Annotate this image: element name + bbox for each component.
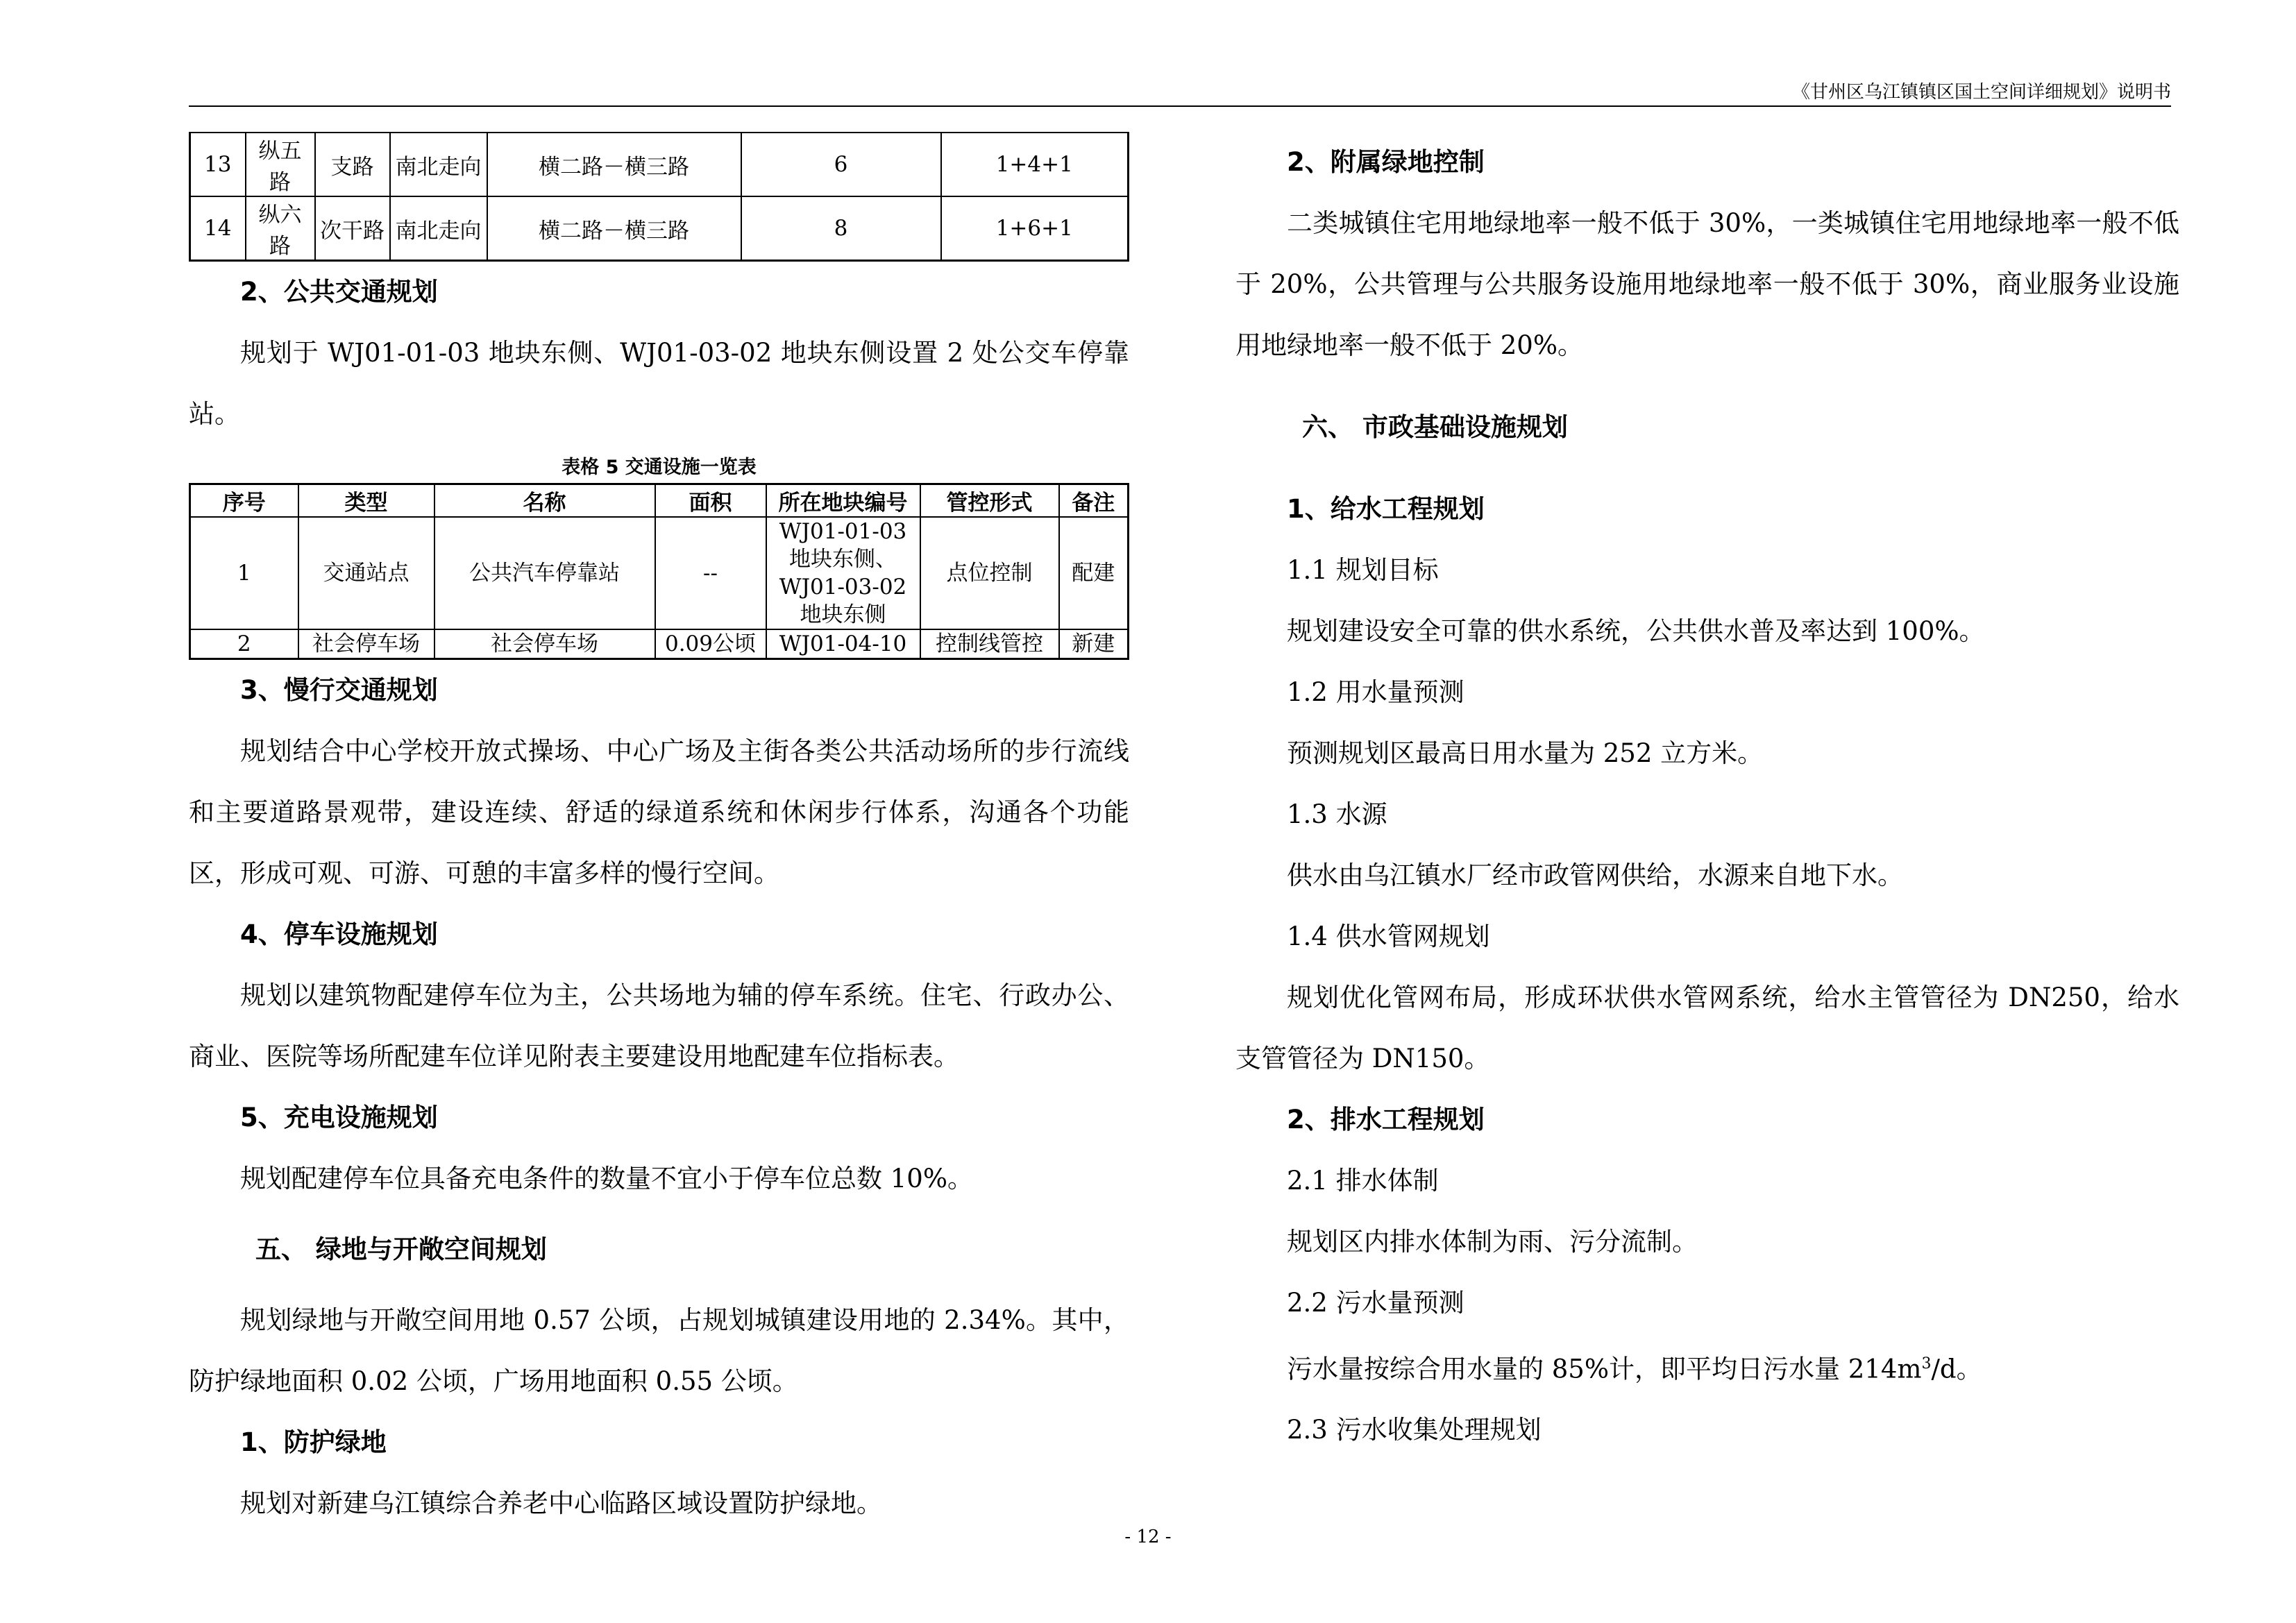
road-cell: 14	[190, 196, 246, 261]
road-cell: 支路	[315, 133, 390, 196]
road-cell: 南北走向	[390, 196, 487, 261]
table-row	[190, 629, 1129, 659]
para-attached-green: 二类城镇住宅用地绿地率一般不低于 30%，一类城镇住宅用地绿地率一般不低于 20%，公共管理与公共服务设施用地绿地率一般不低于 30%，商业服务业设施用地绿地率一般不低于 20%。	[1235, 208, 2179, 360]
column-header: 名称	[434, 484, 655, 518]
table-cell: 配建	[1059, 517, 1129, 629]
section-five-title: 五、 绿地与开敞空间规划	[255, 1234, 547, 1264]
road-cell: 1+4+1	[941, 133, 1129, 196]
road-cell: 横二路－横三路	[487, 196, 741, 261]
para-public-transit: 规划于 WJ01-01-03 地块东侧、WJ01-03-02 地块东侧设置 2 处公交车停靠站。	[189, 338, 1129, 429]
road-cell: 6	[741, 133, 941, 196]
table-cell: 1	[190, 517, 298, 629]
subheading-1-1: 1.1 规划目标	[1287, 555, 1439, 585]
column-header: 类型	[298, 484, 434, 518]
table-cell: WJ01-04-10	[766, 629, 920, 659]
para-1-3: 供水由乌江镇水厂经市政管网供给，水源来自地下水。	[1287, 860, 1903, 890]
column-header: 序号	[190, 484, 298, 518]
subheading-2-3: 2.3 污水收集处理规划	[1287, 1415, 1542, 1445]
heading-slow-traffic: 3、慢行交通规划	[240, 675, 438, 705]
heading-parking: 4、停车设施规划	[240, 919, 438, 949]
table-cell: 控制线管控	[920, 629, 1059, 659]
road-cell: 横二路－横三路	[487, 133, 741, 196]
heading-public-transit: 2、公共交通规划	[240, 277, 438, 307]
table-cell: 社会停车场	[434, 629, 655, 659]
subheading-1-3: 1.3 水源	[1287, 799, 1387, 829]
table-row	[190, 517, 1129, 629]
heading-water-supply: 1、给水工程规划	[1287, 494, 1485, 524]
road-cell: 纵六路	[246, 196, 315, 261]
road-cell: 8	[741, 196, 941, 261]
table-cell: --	[655, 517, 766, 629]
para-2-1: 规划区内排水体制为雨、污分流制。	[1287, 1227, 1698, 1257]
table-header-row	[190, 484, 1129, 518]
page-number: - 12 -	[1124, 1527, 1172, 1547]
para-2-2-unit: /d。	[1931, 1354, 1982, 1384]
left-column	[189, 132, 1129, 1534]
table-cell: 点位控制	[920, 517, 1059, 629]
subheading-2-2: 2.2 污水量预测	[1287, 1288, 1464, 1318]
superscript-3: 3	[1921, 1355, 1932, 1373]
para-green-space: 规划绿地与开敞空间用地 0.57 公顷，占规划城镇建设用地的 2.34%。其中，防护绿地面积 0.02 公顷，广场用地面积 0.55 公顷。	[189, 1305, 1129, 1396]
table-cell: 新建	[1059, 629, 1129, 659]
para-1-1: 规划建设安全可靠的供水系统，公共供水普及率达到 100%。	[1287, 616, 1985, 646]
table-row	[190, 196, 1129, 261]
road-cell: 13	[190, 133, 246, 196]
para-slow-traffic: 规划结合中心学校开放式操场、中心广场及主街各类公共活动场所的步行流线和主要道路景观带，建设连续、舒适的绿道系统和休闲步行体系，沟通各个功能区，形成可观、可游、可憩的丰富多样的慢行空间。	[189, 736, 1129, 888]
column-header: 管控形式	[920, 484, 1059, 518]
para-1-2: 预测规划区最高日用水量为 252 立方米。	[1287, 738, 1764, 768]
para-charging: 规划配建停车位具备充电条件的数量不宜小于停车位总数 10%。	[240, 1164, 973, 1193]
para-protective-green: 规划对新建乌江镇综合养老中心临路区域设置防护绿地。	[240, 1488, 882, 1518]
table-cell: WJ01-01-03地块东侧、WJ01-03-02地块东侧	[766, 517, 920, 629]
column-header: 面积	[655, 484, 766, 518]
table-caption: 表格 5 交通设施一览表	[562, 457, 757, 478]
table-cell: 交通站点	[298, 517, 434, 629]
road-cell: 南北走向	[390, 133, 487, 196]
subheading-1-2: 1.2 用水量预测	[1287, 677, 1464, 707]
right-column	[1235, 132, 2179, 1461]
road-cell: 纵五路	[246, 133, 315, 196]
facility-table	[189, 483, 1129, 660]
road-cell: 1+6+1	[941, 196, 1129, 261]
column-header: 所在地块编号	[766, 484, 920, 518]
heading-drainage: 2、排水工程规划	[1287, 1105, 1485, 1135]
document-header-title: 《甘州区乌江镇镇区国土空间详细规划》说明书	[1791, 82, 2171, 103]
section-six-title: 六、 市政基础设施规划	[1302, 412, 1568, 442]
table-cell: 2	[190, 629, 298, 659]
table-cell: 社会停车场	[298, 629, 434, 659]
road-cell: 次干路	[315, 196, 390, 261]
table-cell: 公共汽车停靠站	[434, 517, 655, 629]
subheading-1-4: 1.4 供水管网规划	[1287, 921, 1490, 951]
heading-charging: 5、充电设施规划	[240, 1103, 438, 1132]
header-rule	[189, 105, 2171, 107]
para-2-2-text: 污水量按综合用水量的 85%计，即平均日污水量 214m	[1287, 1354, 1922, 1384]
heading-protective-green: 1、防护绿地	[240, 1427, 387, 1457]
table-row	[190, 133, 1129, 196]
para-2-2	[1235, 1334, 2179, 1400]
subheading-2-1: 2.1 排水体制	[1287, 1166, 1439, 1196]
road-table	[189, 132, 1129, 262]
para-parking: 规划以建筑物配建停车位为主，公共场地为辅的停车系统。住宅、行政办公、商业、医院等场所配建车位详见附表主要建设用地配建车位指标表。	[189, 980, 1129, 1071]
column-header: 备注	[1059, 484, 1129, 518]
para-1-4: 规划优化管网布局，形成环状供水管网系统，给水主管管径为 DN250，给水支管管径为 DN150。	[1235, 983, 2179, 1073]
heading-attached-green: 2、附属绿地控制	[1287, 147, 1485, 177]
table-cell: 0.09公顷	[655, 629, 766, 659]
